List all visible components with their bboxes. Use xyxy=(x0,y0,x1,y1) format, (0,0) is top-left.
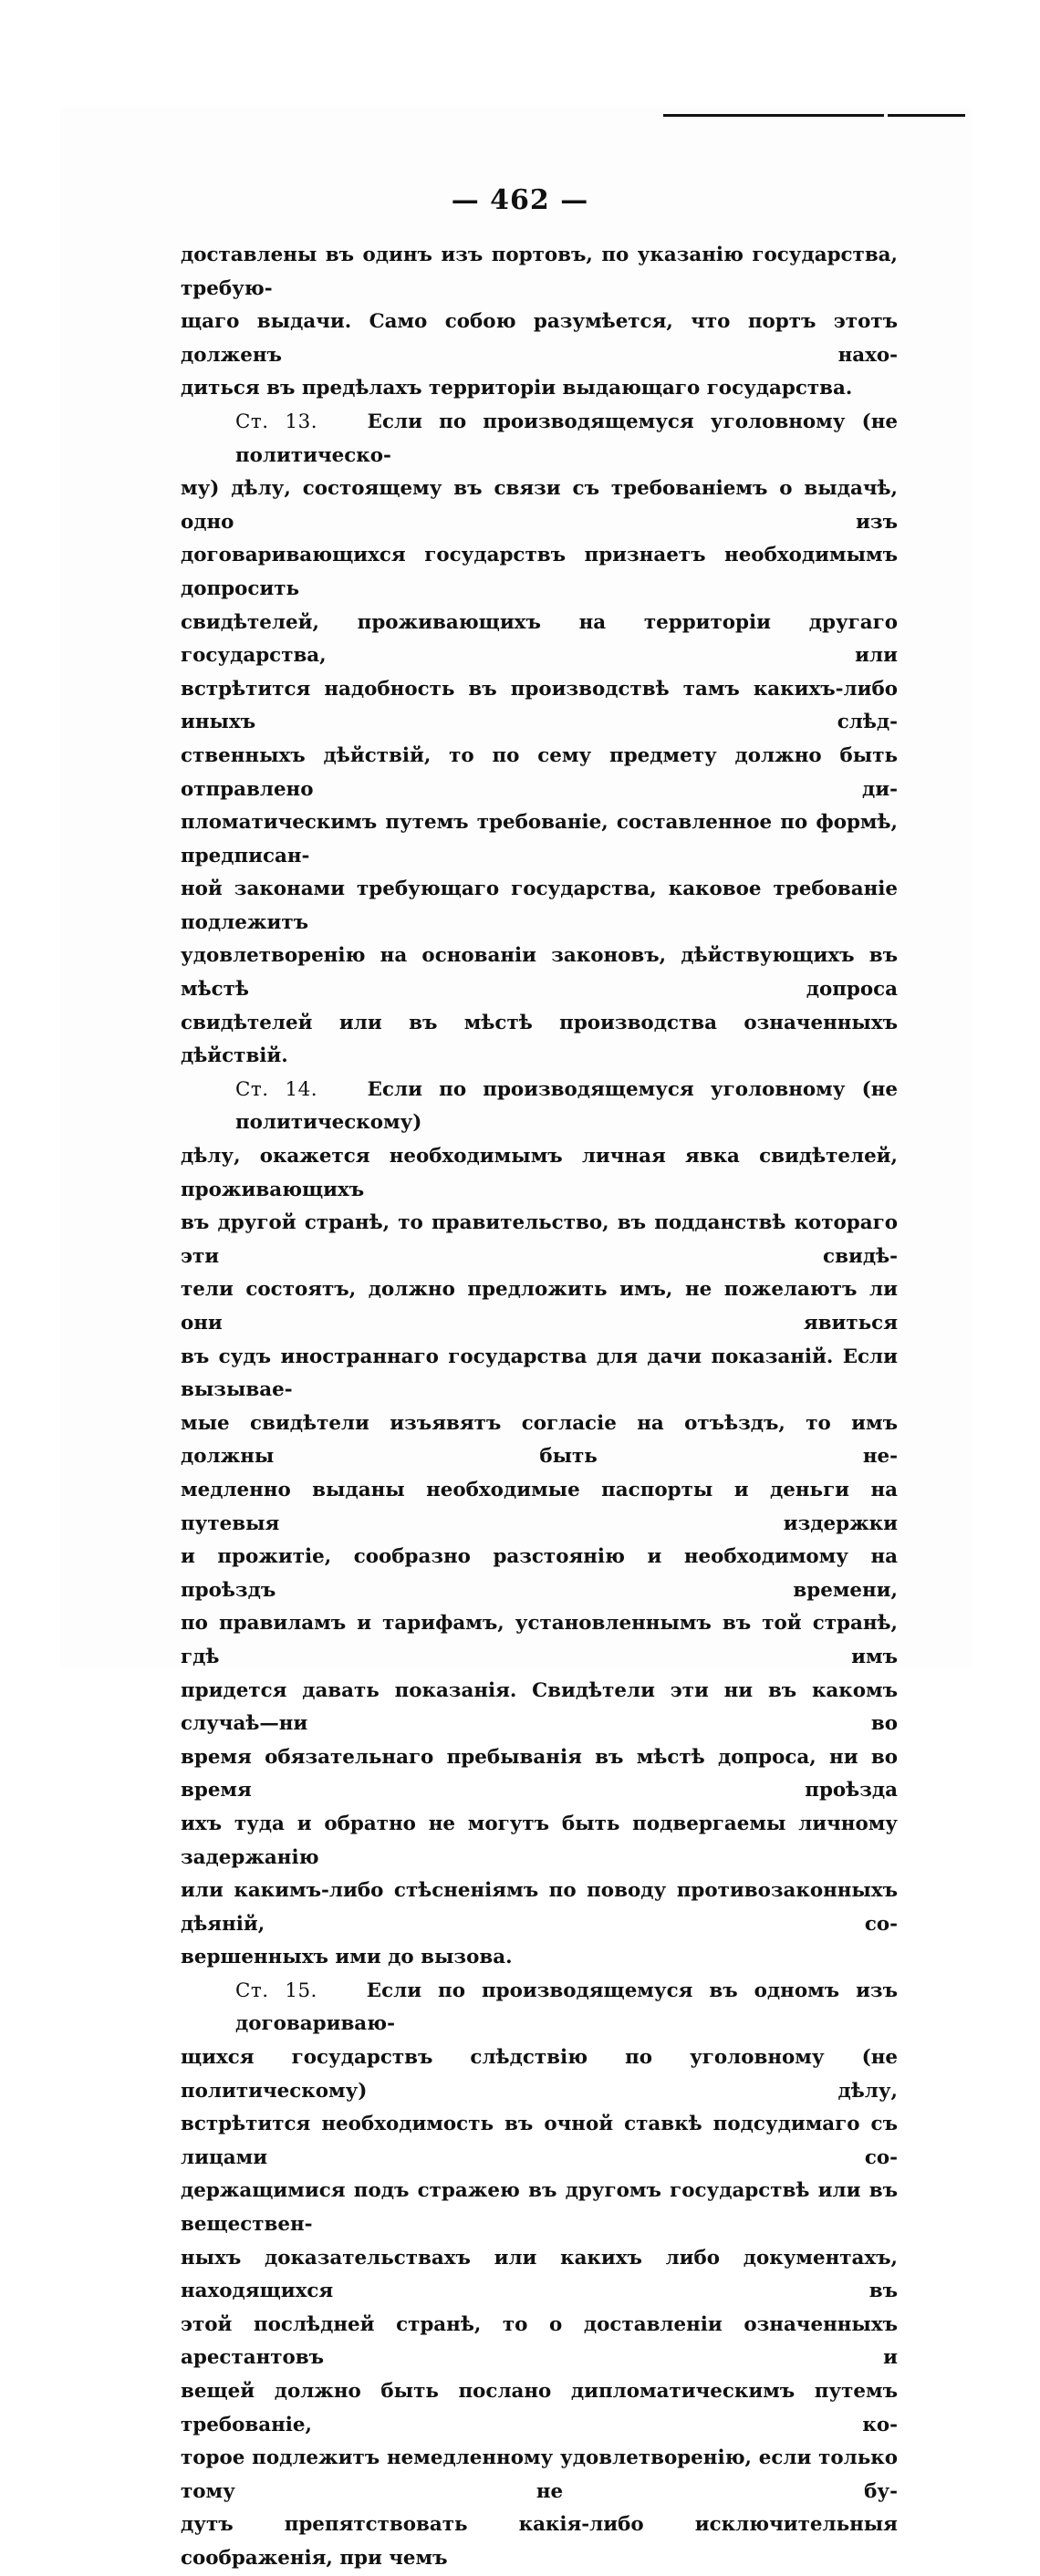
text-line: щаго выдачи. Само собою разумѣется, что портъ этотъ долженъ нахо- xyxy=(181,310,898,367)
text-line: свидѣтелей или въ мѣстѣ производства означенныхъ дѣйствій. xyxy=(181,1011,898,1068)
text-line: по правиламъ и тарифамъ, установленнымъ въ той странѣ, гдѣ имъ xyxy=(181,1612,898,1668)
text-line: мые свидѣтели изъявятъ согласіе на отъѣздъ, то имъ должны быть не- xyxy=(181,1411,898,1469)
text-line: въ судъ иностраннаго государства для дачи показаній. Если вызывае- xyxy=(181,1345,898,1402)
text-line: придется давать показанія. Свидѣтели эти ни въ какомъ случаѣ—ни во xyxy=(181,1678,898,1736)
text-line: или какимъ-либо стѣсненіямъ по поводу противозаконныхъ дѣяній, со- xyxy=(181,1879,898,1936)
text-line xyxy=(181,1074,898,1140)
text-line: этой послѣдней странѣ, то о доставленіи означенныхъ арестантовъ и xyxy=(181,2312,898,2370)
text-line: встрѣтится надобность въ производствѣ тамъ какихъ-либо иныхъ слѣд- xyxy=(181,677,898,734)
page-number: — 462 — xyxy=(451,184,589,216)
line-text: Если по производящемуся уголовному (не политическому) xyxy=(235,1077,898,1135)
text-line: въ другой странѣ, то правительство, въ подданствѣ котораго эти свидѣ- xyxy=(181,1211,898,1268)
text-line: договаривающихся государствъ признаетъ необходимымъ допросить xyxy=(181,544,898,600)
paragraph-p3 xyxy=(181,1975,898,2576)
text-line: держащимися подъ стражею въ другомъ государствѣ или въ веществен- xyxy=(181,2179,898,2237)
text-line: пломатическимъ путемъ требованіе, составленное по формѣ, предписан- xyxy=(181,811,898,867)
text-line: дѣлу, окажется необходимымъ личная явка свидѣтелей, проживающихъ xyxy=(181,1145,898,1201)
text-line: ной законами требующаго государства, каковое требованіе подлежитъ xyxy=(181,878,898,934)
text-line: вещей должно быть послано дипломатическимъ путемъ требованіе, ко- xyxy=(181,2380,898,2436)
text-line xyxy=(181,1975,898,2041)
text-line: свидѣтелей, проживающихъ на территоріи другаго государства, или xyxy=(181,610,898,668)
line-text: Если по производящемуся въ одномъ изъ договариваю- xyxy=(235,1979,898,2036)
text-line: медленно выданы необходимые паспорты и деньги на путевыя издержки xyxy=(181,1478,898,1535)
text-line: щихся государствъ слѣдствію по уголовному (не политическому) дѣлу, xyxy=(181,2046,898,2103)
text-line: доставлены въ одинъ изъ портовъ, по указанію государства, требую- xyxy=(181,244,898,300)
line-text: Если по производящемуся уголовному (не политическо- xyxy=(235,410,898,467)
article-label: Ст. 15. xyxy=(235,1979,317,2002)
text-line: и прожитіе, сообразно разстоянію и необходимому на проѣздъ времени, xyxy=(181,1545,898,1602)
paragraph-p2 xyxy=(181,1074,898,1975)
text-line: дутъ препятствовать какія-либо исключительныя соображенія, при чемъ xyxy=(181,2513,898,2570)
text-line: вершенныхъ ими до вызова. xyxy=(181,1946,513,1969)
text-line: ственныхъ дѣйствій, то по сему предмету должно быть отправлено ди- xyxy=(181,743,898,801)
article-label: Ст. 14. xyxy=(235,1077,318,1101)
text-line: тели состоятъ, должно предложить имъ, не пожелаютъ ли они явиться xyxy=(181,1278,898,1335)
text-line: диться въ предѣлахъ территоріи выдающаго государства. xyxy=(181,377,853,400)
text-line: ихъ туда и обратно не могутъ быть подвергаемы личному задержанію xyxy=(181,1812,898,1869)
text-line: встрѣтится необходимость въ очной ставкѣ подсудимаго съ лицами со- xyxy=(181,2113,898,2169)
text-line: удовлетворенію на основаніи законовъ, дѣйствующихъ въ мѣстѣ допроса xyxy=(181,944,898,1002)
text-line: ныхъ доказательствахъ или какихъ либо документахъ, находящихся въ xyxy=(181,2246,898,2303)
paragraph-p0 xyxy=(181,239,898,406)
article-label: Ст. 13. xyxy=(235,410,318,433)
paragraph-p1 xyxy=(181,406,898,1074)
header-rule-right xyxy=(888,114,965,117)
text-line: время обязательнаго пребыванія въ мѣстѣ допроса, ни во время проѣзда xyxy=(181,1745,898,1802)
text-line: му) дѣлу, состоящему въ связи съ требованіемъ о выдачѣ, одно изъ xyxy=(181,477,898,534)
header-rule-left xyxy=(663,114,884,117)
text-line: торое подлежитъ немедленному удовлетворенію, если только тому не бу- xyxy=(181,2446,898,2503)
text-line xyxy=(181,406,898,473)
body-text xyxy=(181,239,898,2576)
